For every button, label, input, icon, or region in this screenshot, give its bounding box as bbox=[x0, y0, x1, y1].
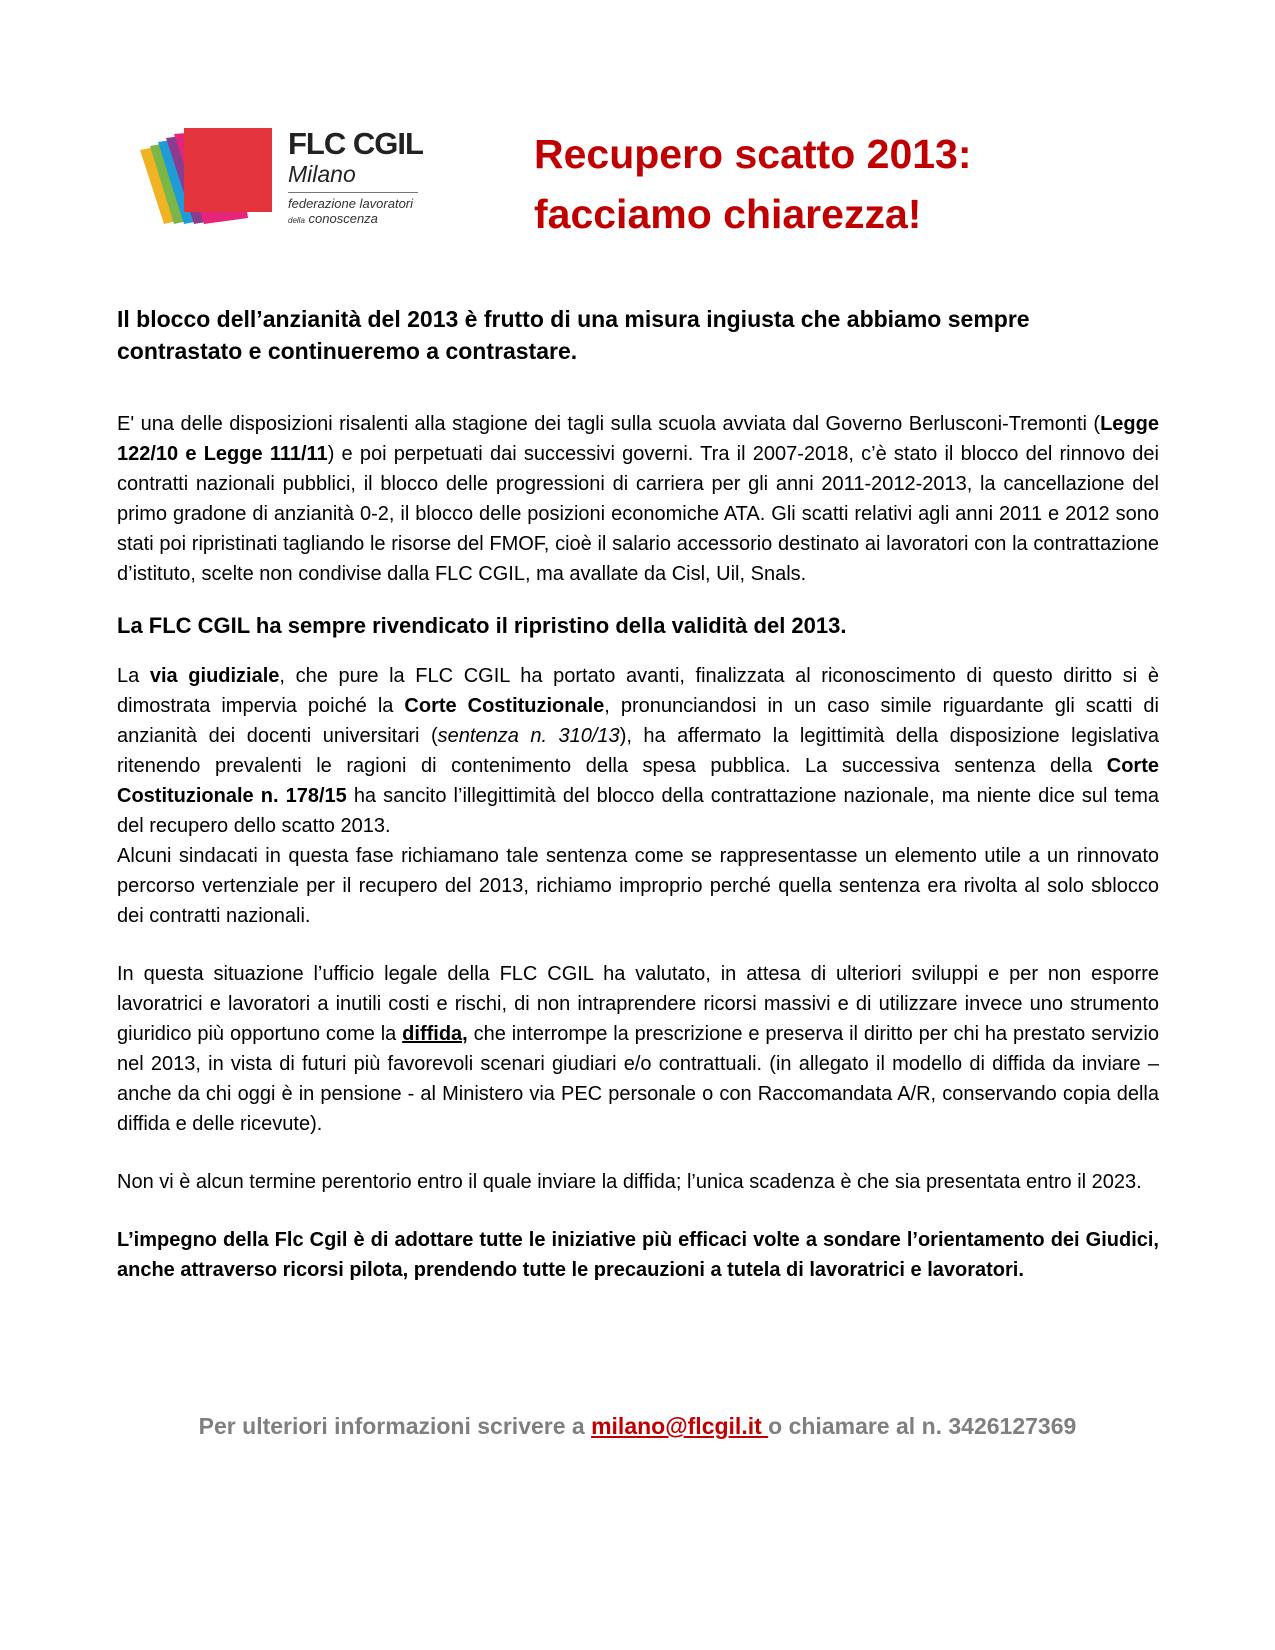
lead-paragraph: Il blocco dell’anzianità del 2013 è frutto di una misura ingiusta che abbiamo sempre contrastato e continueremo a contrastare. bbox=[117, 306, 1030, 364]
flc-cgil-logo bbox=[140, 118, 430, 228]
paragraph-4: In questa situazione l’ufficio legale della FLC CGIL ha valutato, in attesa di ulteriori sviluppi e per non esporre lavoratrici e lavoratori a inutili costi e rischi, di non intraprendere ricorsi massivi e di utilizzare invece uno strumento giuridico più opportuno come la diffida, che interrompe la prescrizione e preserva il diritto per chi ha prestato servizio nel 2013, in vista di futuri più favorevoli scenari giudiari e/o contrattuali. (in allegato il modello di diffida da inviare – anche da chi oggi è in pensione - al Ministero via PEC personale o con Raccomandata A/R, conservando copia della diffida e delle ricevute). bbox=[117, 963, 1159, 1135]
title-line-2: facciamo chiarezza! bbox=[534, 191, 922, 237]
logo-fan-icon bbox=[140, 128, 280, 228]
section-heading: La FLC CGIL ha sempre rivendicato il ripristino della validità del 2013. bbox=[117, 613, 847, 638]
page-title bbox=[534, 124, 972, 244]
logo-city: Milano bbox=[288, 161, 356, 187]
logo-divider bbox=[288, 192, 418, 193]
paragraph-1: E' una delle disposizioni risalenti alla stagione dei tagli sulla scuola avviata dal Governo Berlusconi-Tremonti (Legge 122/10 e Legge 111/11) e poi perpetuati dai successivi governi. Tra il 2007-2018, c’è stato il blocco del rinnovo dei contratti nazionali pubblici, il blocco delle progressioni di carriera per gli anni 2011-2012-2013, la cancellazione del primo gradone di anzianità 0-2, il blocco delle posizioni economiche ATA. Gli scatti relativi agli anni 2011 e 2012 sono stati poi ripristinati tagliando le risorse del FMOF, cioè il salario accessorio destinato ai lavoratori con la contrattazione d’istituto, scelte non condivise dalla FLC CGIL, ma avallate da Cisl, Uil, Snals. bbox=[117, 413, 1159, 585]
contact-footer: Per ulteriori informazioni scrivere a milano@flcgil.it o chiamare al n. 3426127369 bbox=[198, 1413, 1077, 1439]
logo-subtitle-1: federazione lavoratori bbox=[288, 196, 414, 211]
paragraph-5: Non vi è alcun termine perentorio entro il quale inviare la diffida; l’unica scadenza è che sia presentata entro il 2023. bbox=[117, 1171, 1142, 1193]
paragraph-2: La via giudiziale, che pure la FLC CGIL ha portato avanti, finalizzata al riconoscimento di questo diritto si è dimostrata impervia poiché la Corte Costituzionale, pronunciandosi in un caso simile riguardante gli scatti di anzianità dei docenti universitari (sentenza n. 310/13), ha affermato la legittimità della disposizione legislativa ritenendo prevalenti le ragioni di contenimento della spesa pubblica. La successiva sentenza della Corte Costituzionale n. 178/15 ha sancito l’illegittimità del blocco della contrattazione nazionale, ma niente dice sul tema del recupero dello scatto 2013. bbox=[117, 665, 1160, 837]
paragraph-3: Alcuni sindacati in questa fase richiamano tale sentenza come se rappresentasse un elemento utile a un rinnovato percorso vertenziale per il recupero del 2013, richiamo improprio perché quella sentenza era rivolta al solo sblocco dei contratti nazionali. bbox=[117, 845, 1159, 927]
diffida-link: diffida, bbox=[402, 1023, 468, 1045]
document-body bbox=[117, 303, 1159, 1285]
paragraph-6: L’impegno della Flc Cgil è di adottare tutte le iniziative più efficaci volte a sondare l’orientamento dei Giudici, anche attraverso ricorsi pilota, prendendo tutte le precauzioni a tutela di lavoratrici e lavoratori. bbox=[117, 1229, 1159, 1281]
logo-subtitle-2: della conoscenza bbox=[288, 211, 378, 226]
header bbox=[140, 118, 1140, 258]
email-link[interactable]: milano@flcgil.it bbox=[591, 1413, 769, 1439]
title-line-1: Recupero scatto 2013: bbox=[534, 131, 972, 177]
logo-org: FLC CGIL bbox=[288, 126, 423, 161]
